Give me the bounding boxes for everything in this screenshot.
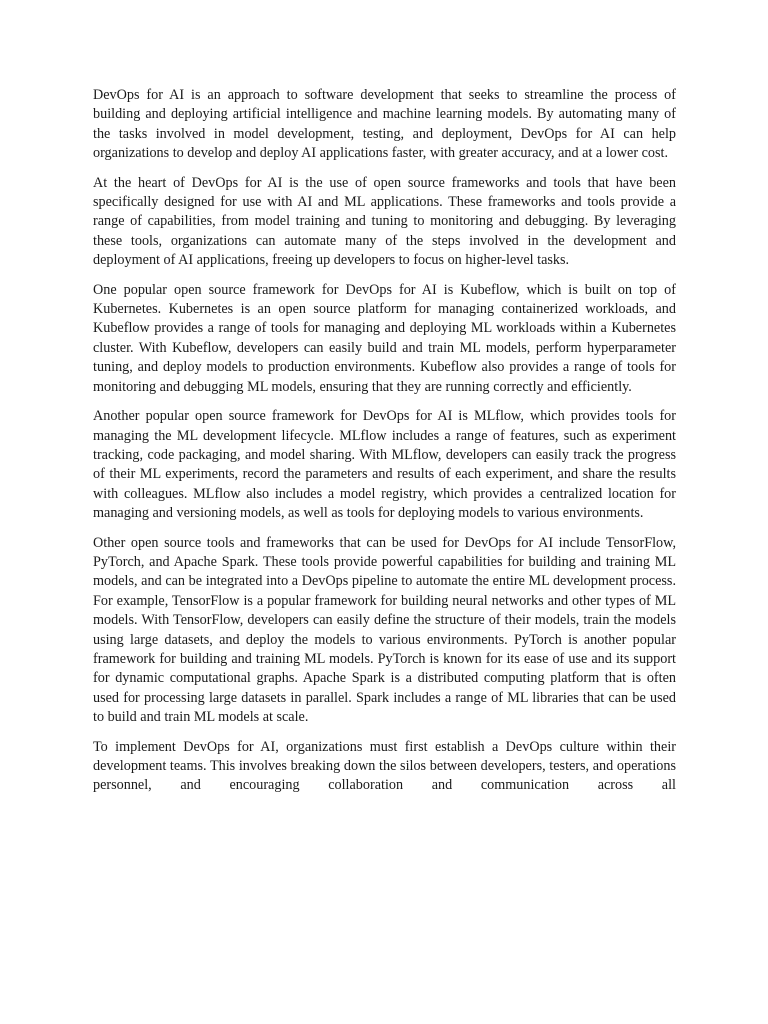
- paragraph-mlflow: Another popular open source framework for DevOps for AI is MLflow, which provides tools for managing the ML development lifecycle. MLflow includes a range of features, such as experiment tracking, code packaging, and model sharing. With MLflow, developers can easily track the progress of their ML experiments, record the parameters and results of each experiment, and share the results with colleagues. MLflow also includes a model registry, which provides a centralized location for managing and versioning models, as well as tools for deploying models to various environments.: [93, 408, 676, 522]
- paragraph-implementation: To implement DevOps for AI, organizations must first establish a DevOps culture within their development teams. This involves breaking down the silos between developers, testers, and operations personnel, and encouraging collaboration and communication across all: [93, 738, 676, 794]
- paragraph-other-frameworks: Other open source tools and frameworks that can be used for DevOps for AI include TensorFlow, PyTorch, and Apache Spark. These tools provide powerful capabilities for building and training ML models, and can be integrated into a DevOps pipeline to automate the entire ML development process. For example, TensorFlow is a popular framework for building neural networks and other types of ML models. With TensorFlow, developers can easily define the structure of their models, train the models using large datasets, and deploy the models to various environments. PyTorch is another popular framework for building and training ML models. PyTorch is known for its ease of use and its support for dynamic computational graphs. Apache Spark is a distributed computing platform that is often used for processing large datasets in parallel. Spark includes a range of ML libraries that can be used to build and train ML models at scale.: [93, 534, 676, 726]
- paragraph-kubeflow: One popular open source framework for DevOps for AI is Kubeflow, which is built on top of Kubernetes. Kubernetes is an open source platform for managing containerized workloads, and Kubeflow provides a range of tools for managing and deploying ML workloads within a Kubernetes cluster. With Kubeflow, developers can easily build and train ML models, perform hyperparameter tuning, and deploy models to production environments. Kubeflow also provides a range of tools for monitoring and debugging ML models, ensuring that they are running correctly and efficiently.: [93, 281, 676, 395]
- document-body: [93, 86, 676, 796]
- paragraph-intro: DevOps for AI is an approach to software development that seeks to streamline the process of building and deploying artificial intelligence and machine learning models. By automating many of the tasks involved in model development, testing, and deployment, DevOps for AI can help organizations to develop and deploy AI applications faster, with greater accuracy, and at a lower cost.: [93, 87, 676, 162]
- paragraph-open-source-tools: At the heart of DevOps for AI is the use of open source frameworks and tools that have been specifically designed for use with AI and ML applications. These frameworks and tools provide a range of capabilities, from model training and tuning to monitoring and debugging. By leveraging these tools, organizations can automate many of the steps involved in the development and deployment of AI applications, freeing up developers to focus on higher-level tasks.: [93, 174, 676, 269]
